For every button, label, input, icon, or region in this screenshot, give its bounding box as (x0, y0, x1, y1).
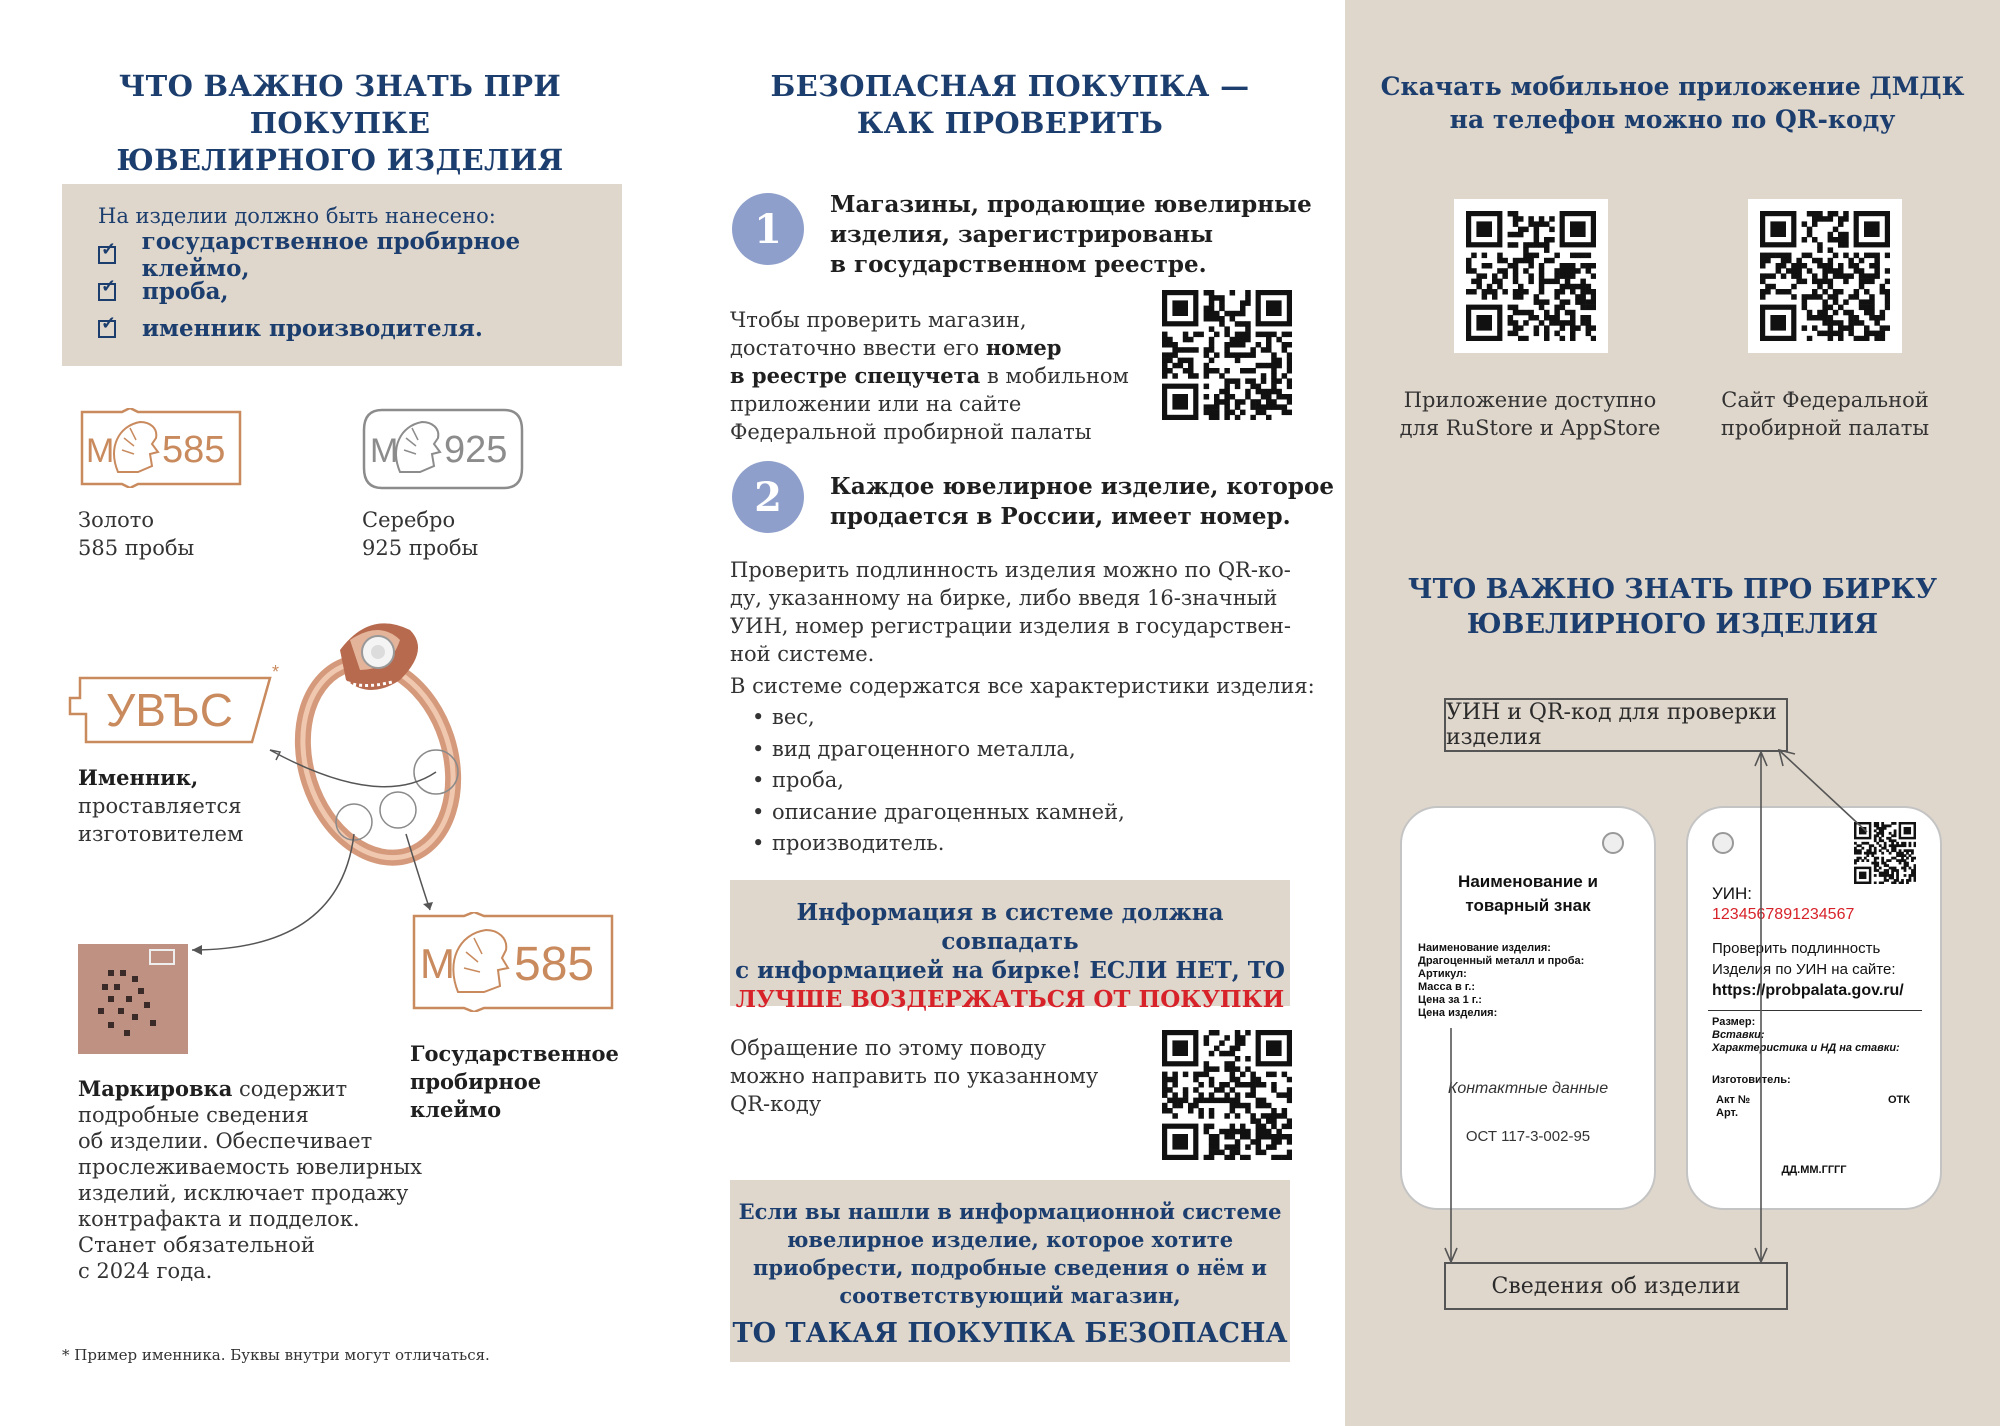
registry-qr-code[interactable] (1162, 290, 1292, 420)
tag-otk: ОТК (1888, 1094, 1910, 1106)
state-stamp-icon (410, 912, 616, 1012)
list-item: • проба, (730, 765, 1315, 797)
tag-title: Наименование и товарный знак (1458, 872, 1598, 915)
gold-caption: Золото 585 пробы (78, 508, 195, 560)
silver-caption: Серебро 925 пробы (362, 508, 479, 560)
must-have-intro: На изделии должно быть нанесено: (98, 204, 496, 228)
svg-text:925: 925 (444, 429, 508, 471)
gold-stamp-icon (78, 408, 244, 488)
step-2-title: Каждое ювелирное изделие, которое продается в России, имеет номер. (830, 473, 1334, 530)
app-qr-caption: Приложение доступно для RuStore и AppStore (1399, 388, 1661, 440)
app-download-heading: Скачать мобильное приложение ДМДК на телефон можно по QR-коду (1380, 72, 1965, 134)
list-item: • производитель. (730, 828, 1315, 860)
contact-qr-code[interactable] (1162, 1030, 1292, 1160)
silver-stamp-icon (360, 406, 526, 492)
step-2-text: Проверить подлинность изделия можно по QR-ко- ду, указанному на бирке, либо введя 16-значный УИН, номер регистрации изделия в государствен- ной системе. В системе содержатся все характеристики изделия: • вес, • вид драгоценного металла, • проба, • описание драгоценных камней, • производитель. (730, 556, 1315, 860)
must-have-list (98, 227, 622, 347)
svg-text:585: 585 (514, 938, 595, 991)
list-item: ✓ именник производителя. (98, 310, 622, 347)
footnote: * Пример именника. Буквы внутри могут отличаться. (62, 1346, 490, 1364)
site-qr-code[interactable] (1760, 211, 1890, 341)
tag-uin-label: УИН: (1712, 884, 1753, 903)
state-stamp-caption: Государственное пробирное клеймо (410, 1041, 619, 1122)
list-item: • описание драгоценных камней, (730, 797, 1315, 829)
svg-text:М: М (420, 940, 455, 987)
list-item: ✓ проба, (98, 273, 622, 310)
site-qr-caption: Сайт Федеральной пробирной палаты (1720, 388, 1930, 440)
system-characteristics-list (730, 702, 1315, 860)
list-item: • вес, (730, 702, 1315, 734)
tag-maker: Изготовитель: (1712, 1074, 1791, 1086)
svg-text:585: 585 (162, 429, 226, 471)
step-1-badge: 1 (732, 193, 804, 265)
checkbox-icon (98, 283, 116, 301)
middle-heading: БЕЗОПАСНАЯ ПОКУПКА — КАК ПРОВЕРИТЬ (770, 69, 1250, 140)
step-1-title: Магазины, продающие ювелирные изделия, зарегистрированы в государственном реестре. (830, 191, 1312, 278)
marking-description: Маркировка содержит подробные сведения об изделии. Обеспечивает прослеживаемость ювелирных изделий, исключает продажу контрафакта и подделок. Станет обязательной с 2024 года. (78, 1076, 423, 1283)
left-heading: ЧТО ВАЖНО ЗНАТЬ ПРИ ПОКУПКЕ ЮВЕЛИРНОГО ИЗДЕЛИЯ (116, 69, 564, 177)
list-item: • вид драгоценного металла, (730, 734, 1315, 766)
tag-act: Акт № Арт. (1716, 1094, 1751, 1119)
uin-qr-label-box: УИН и QR-код для проверки изделия (1444, 698, 1788, 752)
warning-box: Информация в системе должна совпадать с информацией на бирке! ЕСЛИ НЕТ, ТО ЛУЧШЕ ВОЗДЕРЖАТЬСЯ ОТ ПОКУПКИ (730, 880, 1290, 1006)
tag-fields: Наименование изделия: Драгоценный металл и проба: Артикул: Масса в г.: Цена за 1 г.: Цена изделия: (1418, 942, 1585, 1019)
svg-text:М: М (370, 432, 399, 470)
svg-text:*: * (272, 664, 280, 682)
list-item: ✓ государственное пробирное клеймо, (98, 236, 622, 273)
tag-arrows (1345, 740, 2000, 1280)
tag-specs: Размер: Вставки: Характеристика и НД на ставки: (1712, 1016, 1900, 1054)
imennik-caption: Именник, проставляется изготовителем (78, 765, 244, 846)
must-have-box (62, 184, 622, 366)
app-qr-code[interactable] (1466, 211, 1596, 341)
tag-date: ДД.ММ.ГГГГ (1781, 1164, 1847, 1176)
tag-contacts: Контактные данные (1447, 1080, 1609, 1097)
checkbox-icon (98, 246, 116, 264)
safe-purchase-box: Если вы нашли в информационной системе ювелирное изделие, которое хотите приобрести, подробные сведения о нём и соответствующий магазин, ТО ТАКАЯ ПОКУПКА БЕЗОПАСНА (730, 1180, 1290, 1362)
contact-text: Обращение по этому поводу можно направить по указанному QR-коду (730, 1036, 1099, 1116)
svg-text:М: М (86, 432, 115, 470)
marking-photo (78, 944, 188, 1054)
tag-standard: ОСТ 117-3-002-95 (1465, 1128, 1591, 1145)
checkbox-icon (98, 320, 116, 338)
svg-text:УВЪС: УВЪС (106, 684, 233, 736)
tag-heading: ЧТО ВАЖНО ЗНАТЬ ПРО БИРКУ ЮВЕЛИРНОГО ИЗДЕЛИЯ (1407, 574, 1938, 640)
tag-check-text: Проверить подлинность Изделия по УИН на сайте: https://probpalata.gov.ru/ (1712, 940, 1904, 999)
tag-uin-value: 1234567891234567 (1712, 906, 1855, 923)
step-2-badge: 2 (732, 461, 804, 533)
item-details-box: Сведения об изделии (1444, 1262, 1788, 1310)
step-1-text: Чтобы проверить магазин, достаточно ввести его номер в реестре спецучета в мобильном приложении или на сайте Федеральной пробирной палаты (730, 308, 1129, 444)
